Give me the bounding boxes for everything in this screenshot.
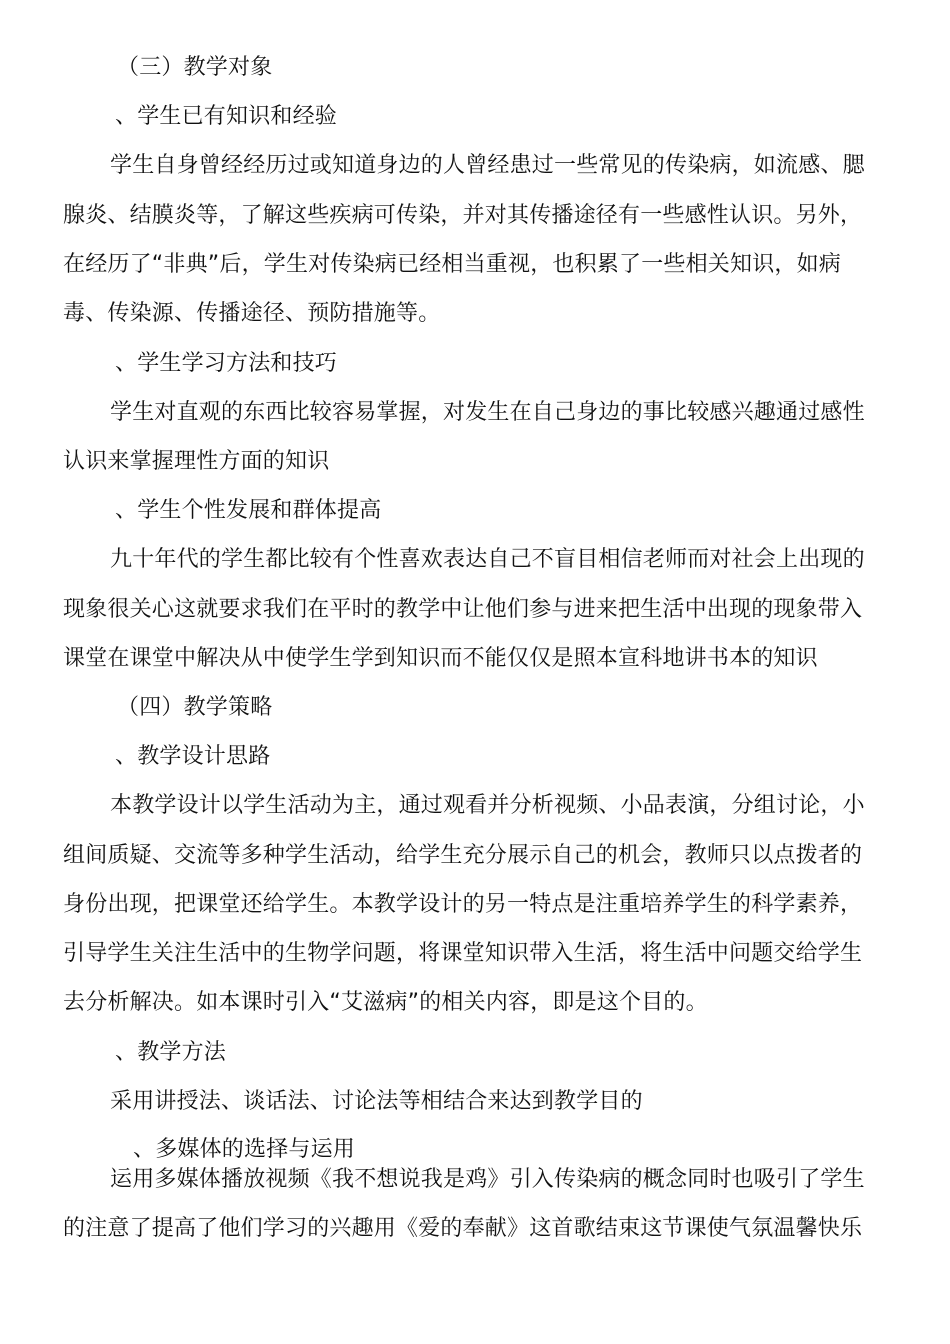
paragraph-line: 九十年代的学生都比较有个性喜欢表达自己不盲目相信老师而对社会上出现的 xyxy=(110,547,865,572)
paragraph-line: 课堂在课堂中解决从中使学生学到知识而不能仅仅是照本宣科地讲书本的知识 xyxy=(63,646,818,671)
paragraph-line: 认识来掌握理性方面的知识 xyxy=(63,449,330,474)
subheading-learning-methods: 、学生学习方法和技巧 xyxy=(115,351,338,376)
paragraph-line: 采用讲授法、谈话法、讨论法等相结合来达到教学目的 xyxy=(110,1089,643,1114)
paragraph-line: 去分析解决。如本课时引入“艾滋病”的相关内容，即是这个目的。 xyxy=(63,990,708,1015)
paragraph-line: 组间质疑、交流等多种学生活动，给学生充分展示自己的机会，教师只以点拨者的 xyxy=(63,843,863,868)
paragraph-line: 学生对直观的东西比较容易掌握，对发生在自己身边的事比较感兴趣通过感性 xyxy=(110,400,865,425)
section-heading-teaching-objects: （三）教学对象 xyxy=(117,55,273,80)
paragraph-line: 毒、传染源、传播途径、预防措施等。 xyxy=(63,301,441,326)
paragraph-line: 现象很关心这就要求我们在平时的教学中让他们参与进来把生活中出现的现象带入 xyxy=(63,597,863,622)
paragraph-line: 引导学生关注生活中的生物学问题，将课堂知识带入生活，将生活中问题交给学生 xyxy=(63,941,863,966)
paragraph-line: 运用多媒体播放视频《我不想说我是鸡》引入传染病的概念同时也吸引了学生 xyxy=(110,1167,865,1192)
subheading-individual-development: 、学生个性发展和群体提高 xyxy=(115,498,382,523)
section-heading-teaching-strategy: （四）教学策略 xyxy=(117,695,273,720)
paragraph-line: 本教学设计以学生活动为主，通过观看并分析视频、小品表演，分组讨论，小 xyxy=(110,793,865,818)
paragraph-line: 学生自身曾经经历过或知道身边的人曾经患过一些常见的传染病，如流感、腮 xyxy=(110,153,865,178)
paragraph-line: 身份出现，把课堂还给学生。本教学设计的另一特点是注重培养学生的科学素养， xyxy=(63,892,863,917)
paragraph-line: 的注意了提高了他们学习的兴趣用《爱的奉献》这首歌结束这节课使气氛温馨快乐 xyxy=(63,1216,863,1241)
paragraph-line: 在经历了“非典”后，学生对传染病已经相当重视，也积累了一些相关知识，如病 xyxy=(63,252,841,277)
subheading-teaching-methods: 、教学方法 xyxy=(115,1040,227,1065)
paragraph-line: 腺炎、结膜炎等，了解这些疾病可传染，并对其传播途径有一些感性认识。另外， xyxy=(63,203,863,228)
subheading-design-approach: 、教学设计思路 xyxy=(115,744,271,769)
subheading-prior-knowledge: 、学生已有知识和经验 xyxy=(115,104,338,129)
subheading-multimedia: 、多媒体的选择与运用 xyxy=(133,1137,356,1162)
